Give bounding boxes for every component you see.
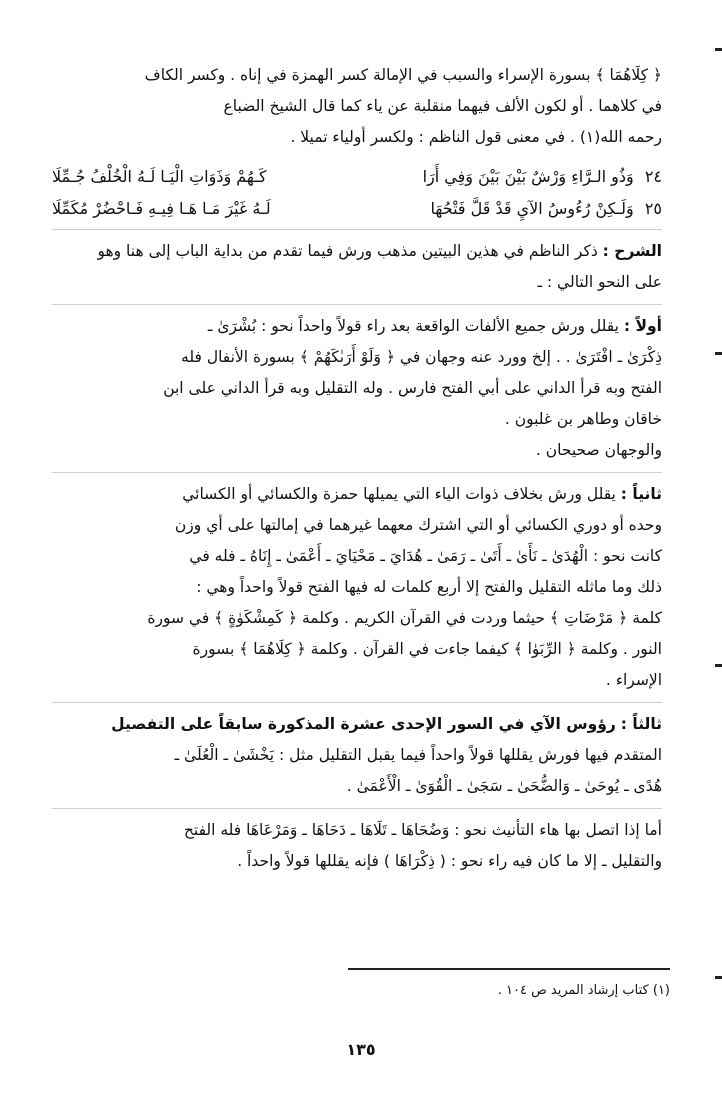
verse-second-hemistich: كَـهُمْ وَذَوَاتِ الْيَـا لَـهُ الْخُلْفُ جُـمِّلَا xyxy=(52,167,267,186)
third-point-line: هُدًى ـ يُوحَىٰ ـ وَالضُّحَىٰ ـ سَجَىٰ ـ الْقُوَىٰ ـ الْأَعْمَىٰ . xyxy=(346,777,662,795)
section-divider xyxy=(52,808,662,809)
first-point-line: الفتح وبه قرأ الداني على أبي الفتح فارس . وله التقليل وبه قرأ الداني على ابن xyxy=(163,379,662,397)
sharh-line: على النحو التالي : ـ xyxy=(537,273,662,291)
intro-line: ﴿ كِلَاهُمَا ﴾ بسورة الإسراء والسبب في الإمالة كسر الهمزة في إناه . وكسر الكاف xyxy=(144,66,662,84)
second-point-line: كلمة ﴿ مَرْضَاتِ ﴾ حيثما وردت في القرآن الكريم . وكلمة ﴿ كَمِشْكَوٰةٍ ﴾ في سورة xyxy=(147,609,662,627)
first-point-line: يقلل ورش جميع الألفات الواقعة بعد راء قولاً واحداً نحو : بُشْرَىٰ ـ xyxy=(207,317,619,335)
sharh-line: ذكر الناظم في هذين البيتين مذهب ورش فيما تقدم من بداية الباب إلى هنا وهو xyxy=(97,242,598,260)
footnote: (١) كتاب إرشاد المريد ص ١٠٤ . xyxy=(497,983,670,998)
footnote-rule xyxy=(348,968,670,970)
third-point-label: ثالثاً : xyxy=(620,715,662,733)
second-point-line: النور . وكلمة ﴿ الرِّبَوٰا ﴾ كيفما جاءت في القرآن . وكلمة ﴿ كِلَاهُمَا ﴾ بسورة xyxy=(192,640,662,658)
tail-paragraph xyxy=(52,815,662,877)
intro-line: رحمه الله(١) . في معنى قول الناظم : ولكسر أولياء تميلا . xyxy=(290,128,662,146)
page-edge-mark xyxy=(715,664,722,667)
section-divider xyxy=(52,304,662,305)
verse-row xyxy=(52,193,662,225)
page-edge-mark xyxy=(715,976,722,979)
first-point-line: ذِكْرَىٰ ـ افْتَرَىٰ . . إلخ وورد عنه وجهان في ﴿ وَلَوْ أَرَىٰكَهُمْ ﴾ بسورة الأنفال فله xyxy=(181,348,662,366)
verse-row xyxy=(52,161,662,193)
first-point-label: أولاً : xyxy=(623,317,662,335)
page-number: ١٣٥ xyxy=(346,1040,376,1059)
second-point-paragraph xyxy=(52,479,662,696)
second-point-line: كانت نحو : الْهُدَىٰ ـ نَأَىٰ ـ أَتَىٰ ـ رَمَىٰ ـ هُدَايَ ـ مَحْيَايَ ـ أَعْمَىٰ ـ إِنَاهُ ـ فله في xyxy=(189,547,662,565)
second-point-line: وحده أو دوري الكسائي أو التي اشترك معهما غيرهما في إمالتها على أي وزن xyxy=(174,516,662,534)
page-body xyxy=(52,60,662,881)
second-point-line: يقلل ورش بخلاف ذوات الياء التي يميلها حمزة والكسائي أو الكسائي xyxy=(182,485,616,503)
sharh-label: الشرح : xyxy=(602,242,662,260)
first-point-paragraph xyxy=(52,311,662,466)
section-divider xyxy=(52,702,662,703)
third-point-paragraph xyxy=(52,709,662,802)
sharh-paragraph xyxy=(52,236,662,298)
poem-verses xyxy=(52,161,662,230)
tail-line: والتقليل ـ إلا ما كان فيه راء نحو : ( ذِكْرَاهَا ) فإنه يقللها قولاً واحداً . xyxy=(237,852,662,870)
second-point-line: ذلك وما ماثله التقليل والفتح إلا أربع كلمات له فيها الفتح قولاً واحداً وهي : xyxy=(196,578,662,596)
page-edge-mark xyxy=(715,48,722,51)
verse-number: ٢٤ xyxy=(644,167,662,186)
section-divider xyxy=(52,472,662,473)
second-point-label: ثانياً : xyxy=(620,485,662,503)
third-point-line: رؤوس الآي في السور الإحدى عشرة المذكورة سابقاً على التفصيل xyxy=(111,715,616,733)
verse-first-hemistich: وَذُو الـرَّاءِ وَرْشٌ بَيْنَ بَيْنَ وَفِي أَرَا xyxy=(422,167,634,186)
first-point-line: والوجهان صحيحان . xyxy=(535,441,662,459)
verse-first-hemistich: وَلَـكِنْ رُءُوسُ الآيِ قَدْ قَلَّ فَتْحُهَا xyxy=(430,199,634,218)
page-edge-mark xyxy=(715,352,722,355)
first-point-line: خاقان وطاهر بن غلبون . xyxy=(504,410,662,428)
tail-line: أما إذا اتصل بها هاء التأنيث نحو : وَضُحَاهَا ـ تَلَاهَا ـ دَحَاهَا ـ وَمَرْعَاهَا فله الفتح xyxy=(183,821,662,839)
verse-number: ٢٥ xyxy=(644,199,662,218)
intro-paragraph xyxy=(52,60,662,153)
verse-second-hemistich: لَـهُ غَيْرَ مَـا هَـا فِيـهِ فَـاحْضُرْ مُكَمِّلَا xyxy=(52,199,271,218)
intro-line: في كلاهما . أو لكون الألف فيهما منقلبة عن ياء كما قال الشيخ الضباع xyxy=(223,97,662,115)
second-point-line: الإسراء . xyxy=(605,671,662,689)
third-point-line: المتقدم فيها فورش يقللها قولاً واحداً فيما يقبل التقليل مثل : يَخْشَىٰ ـ الْعُلَىٰ ـ xyxy=(174,746,662,764)
